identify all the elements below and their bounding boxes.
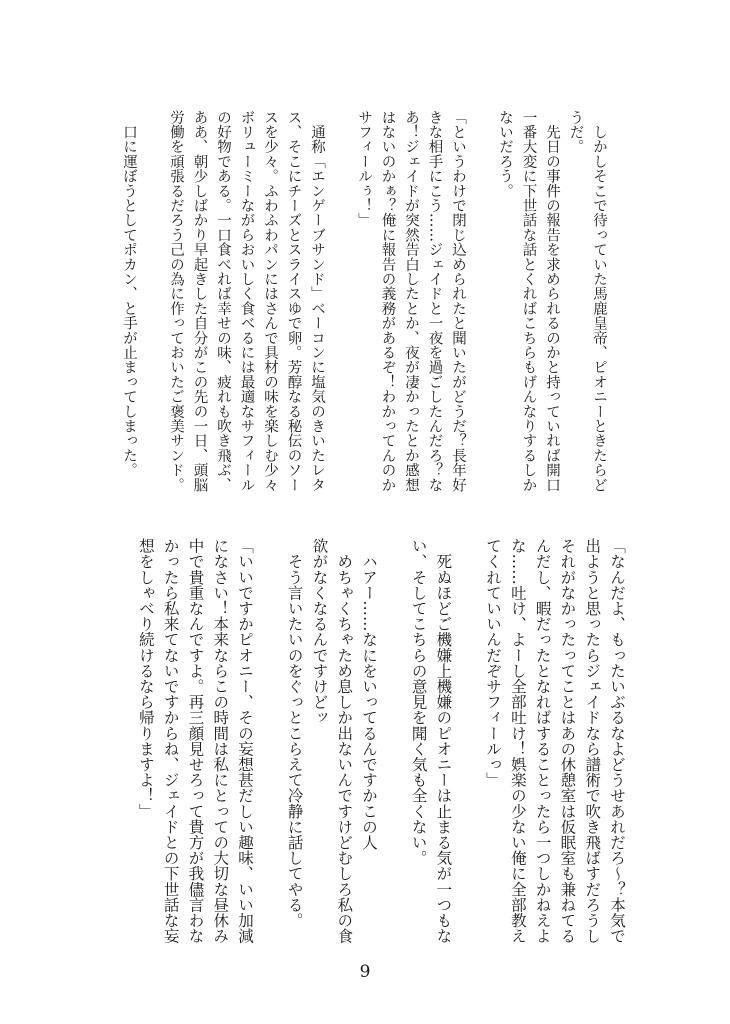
- text-line: 口に運ぼうとしてポカン、と手が止まってしまった。: [121, 110, 137, 478]
- text-line: の好物である。一口食べれば幸せの味、疲れも吹き飛ぶ、: [215, 110, 231, 493]
- text-line: うだ。: [567, 110, 584, 155]
- text-line: な……吐け、よーし全部吐け！娯楽の少ない俺に全部教え: [508, 538, 527, 944]
- text-line: それがなかったってことはあの休憩室は仮眠室も兼ねてる: [558, 538, 577, 944]
- text-line: ボリューミーながらおいしく食べるには最適なサフィール: [238, 110, 255, 493]
- text-line: 中で貴重なんですよ。再三顔見せろって貴方が我儘言わな: [186, 538, 205, 944]
- text-line: ないだろう。: [497, 110, 513, 199]
- text-line: 出ようと思ったらジェイドなら譜術で吹き飛ばすだろうし: [583, 538, 602, 944]
- text-line: しかしそこで待っていた馬鹿皇帝、ピオニーときたらど: [591, 110, 607, 493]
- text-line: んだし、暇だったとなればすることったら一つしかねえよ: [533, 538, 552, 944]
- text-line: 一番大変に下世話な話とくればこちらもげんなりするしか: [520, 110, 537, 493]
- text-line: めちゃくちゃため息しか出ないんですけどむしろ私の食: [335, 538, 354, 944]
- text-line: サフィールぅ！」: [356, 110, 372, 228]
- text-line: ハアー……なにをいってるんですかこの人: [360, 538, 379, 850]
- text-line: かったら私来てないですからね、ジェイドとの下世話な妄: [161, 538, 180, 944]
- page-number: 9: [359, 962, 371, 982]
- text-line: [455, 538, 480, 950]
- text-block-lower: [133, 538, 629, 950]
- text-line: [328, 110, 352, 505]
- text-line: 欲がなくなるんですけどッ: [310, 538, 329, 726]
- text-line: [469, 110, 493, 505]
- text-line: はないのかぁ？俺に報告の義務があるぞ！わかってんのか: [379, 110, 396, 493]
- text-line: [381, 538, 406, 950]
- text-block-upper: [117, 110, 611, 505]
- text-line: 「というわけで閉じ込められたと聞いたがどうだ？長年好: [450, 110, 466, 493]
- text-line: ス、そこにチーズとスライスゆで卵。芳醇なる秘伝のソー: [285, 110, 302, 493]
- text-line: [140, 110, 164, 505]
- text-line: きな相手にこう……ジェイドと一夜を過ごしたんだろ？な: [426, 110, 443, 493]
- text-line: あ！ジェイドが突然告白したとか、夜が凄かったとか感想: [403, 110, 419, 493]
- text-line: ああ、朝少しばかり早起きした自分がこの先の一日、頭脳: [191, 110, 208, 493]
- text-line: てくれていいんだぞサフィールっ」: [484, 538, 503, 788]
- text-line: 想をしゃべり続けるなら帰りますよ！」: [136, 538, 155, 819]
- text-line: 労働を頑張るだろう己の為に作っておいたご褒美サンド。: [168, 110, 184, 493]
- text-line: 死ぬほどご機嫌上機嫌のピオニーは止まる気が一つもな: [434, 538, 453, 944]
- text-line: 通称「エンゲーブサンド」ベーコンに塩気のきいたレタ: [309, 110, 325, 493]
- text-line: 「いいですかピオニー、その妄想甚だしい趣味、いい加減: [236, 538, 255, 944]
- text-line: 「なんだよ、もったいぶるなよどうせあれだろ〜？本気で: [608, 538, 626, 944]
- text-line: 先日の事件の報告を求められるのかと持っていれば開口: [544, 110, 560, 493]
- text-line: になさい！本来ならこの時間は私にとっての大切な昼休み: [211, 538, 230, 944]
- text-line: [257, 538, 282, 950]
- text-line: スを少々。ふわふわパンにはさんで具材の味を楽しむ少々: [262, 110, 278, 493]
- text-line: い、そしてこちらの意見を聞く気も全くない。: [409, 538, 428, 866]
- text-line: そう言いたいのをぐっとこらえて冷静に話してやる。: [285, 538, 304, 928]
